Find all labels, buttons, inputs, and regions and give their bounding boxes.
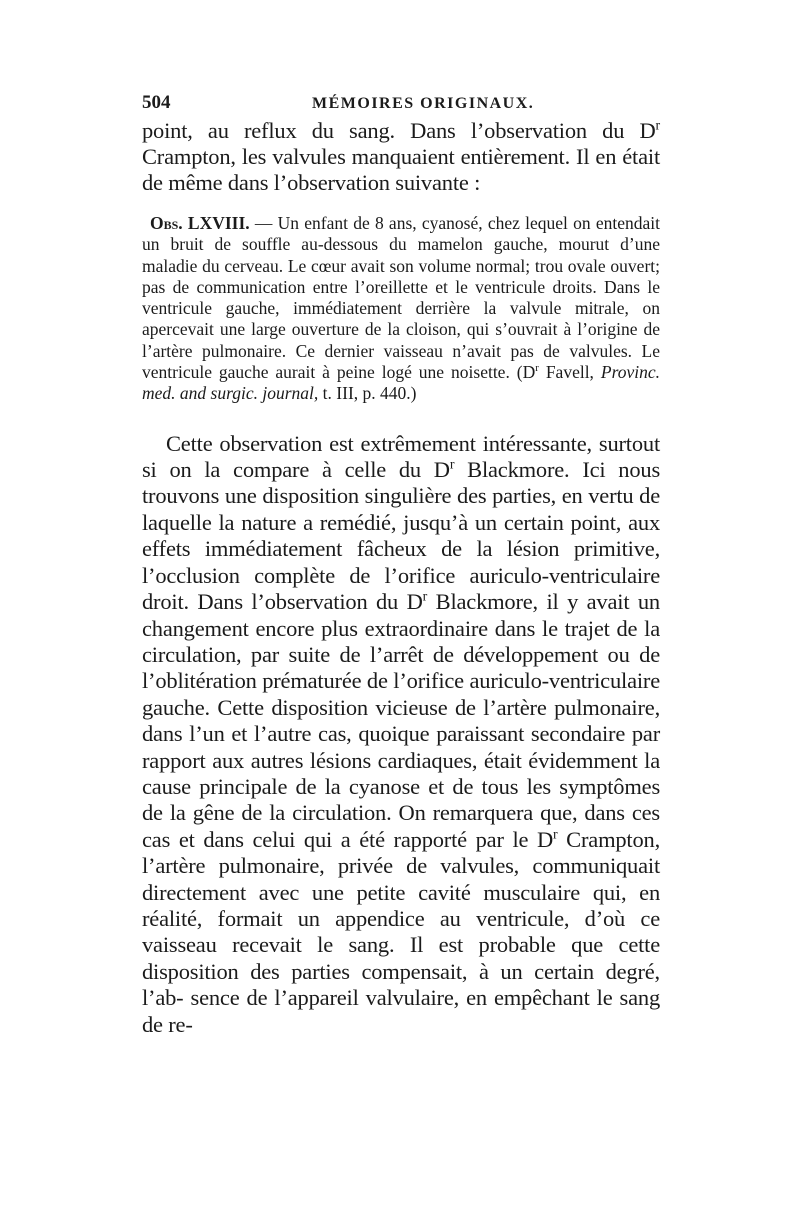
doctor-superscript: r (422, 589, 428, 605)
main-text-3: Blackmore, il y avait un changement encore plus extraordinaire dans le trajet de la circulation, par suite de l’arrêt de développement ou de l’oblitération prématurée de l’orifice auriculo-ventriculaire gauche. Cette disposition vicieuse de l’artère pulmonaire, dans l’un et l’autre cas, quoique paraissant secondaire par rapport aux autres lésions cardiaques, était évidemment la cause principale de la cyanose et de tous les symptômes de la gêne de la circulation. On remarquera que, dans ces cas et dans celui qui a été rapporté par le D (142, 589, 660, 852)
main-text-5: sence de l’appareil valvulaire, en empêchant le sang de re- (142, 985, 660, 1037)
main-text-4: Crampton, l’artère pulmonaire, privée de valvules, communiquait directement avec une petite cavité musculaire qui, en réalité, formait un appendice au ventricule, d’où ce vaisseau recevait le sang. Il est probable que cette disposition des parties compensait, à un certain degré, l’ab- (142, 826, 660, 1011)
lead-text-1: point, au reflux du sang. Dans l’observation du D (142, 118, 656, 143)
main-paragraph (142, 431, 660, 1038)
doctor-superscript: r (449, 457, 455, 473)
observation-block (142, 213, 660, 405)
running-head (142, 92, 660, 118)
lead-text-2: Crampton, les valvules manquaient entièrement. Il en était de même dans l’observation suivante : (142, 144, 660, 195)
doctor-superscript: r (553, 827, 558, 843)
doctor-superscript: r (535, 362, 539, 375)
running-title: MÉMOIRES ORIGINAUX. (312, 95, 535, 112)
observation-text-2: Favell, (538, 362, 601, 383)
observation-label: Obs. LXVIII. (150, 213, 250, 233)
book-page (142, 92, 660, 1038)
main-text-2: Blackmore. Ici nous trouvons une disposition singulière des parties, en vertu de laquelle la nature a remédié, jusqu’à un certain point, aux effets immédiatement fâcheux de la lésion primitive, l’occlusion complète de l’orifice auriculo-ventriculaire droit. Dans l’observation du D (142, 457, 660, 615)
observation-citation: t. III, p. 440.) (318, 383, 417, 404)
main-text-1: Cette observation est extrêmement intéressante, surtout si on la compare à celle du D (142, 430, 660, 483)
observation-text-1: — Un enfant de 8 ans, cyanosé, chez lequel on entendait un bruit de souffle au-dessous du mamelon gauche, mourut d’une maladie du cerveau. Le cœur avait son volume normal; trou ovale ouvert; pas de communication entre l’oreillette et le ventricule droits. Dans le ventricule gauche, immédiatement derrière la valvule mitrale, on apercevait une large ouverture de la cloison, qui s’ouvrait à l’origine de l’artère pulmonaire. Ce dernier vaisseau n’avait pas de valvules. Le ventricule gauche aurait à peine logé une noisette. (D (142, 213, 660, 383)
doctor-superscript: r (655, 118, 660, 134)
page-number: 504 (142, 92, 171, 113)
journal-title: Provinc. med. and surgic. journal, (142, 362, 661, 404)
lead-paragraph (142, 118, 660, 196)
